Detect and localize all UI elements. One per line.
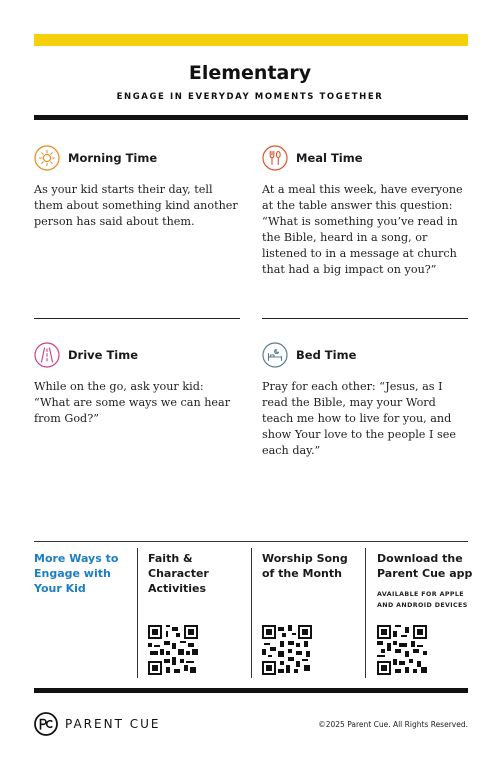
qr-code-parent-cue-app[interactable] [377,625,427,675]
section-drive-time [34,341,240,427]
section-title: Bed Time [296,348,357,362]
section-body: While on the go, ask your kid: “What are some ways we can hear from God?” [34,380,231,425]
more-ways-heading: More Ways to Engage with Your Kid [34,552,119,595]
utensils-icon [262,145,288,171]
section-title: Drive Time [68,348,139,362]
qr-code-worship-song[interactable] [262,625,312,675]
brand-name: PARENT CUE [65,717,161,731]
column-divider [137,548,138,678]
bed-icon [262,342,288,368]
qr-code-faith-activities[interactable] [148,625,198,675]
section-morning-time [34,144,240,230]
section-body: As your kid starts their day, tell them about something kind another person has said about them. [34,183,238,228]
footer-divider [34,688,468,693]
parent-cue-logo-icon [34,712,58,736]
worship-song-title: Worship Song of the Month [262,552,348,580]
section-body: At a meal this week, have everyone at the table answer this question: “What is something you’ve read in the Bible, heard in a song, or listened to in a message at church that had a big impact on you?” [262,183,463,276]
column-divider [251,548,252,678]
download-app-title: Download the Parent Cue app [377,552,473,580]
page-subtitle: ENGAGE IN EVERYDAY MOMENTS TOGETHER [116,92,384,102]
copyright-text: ©2025 Parent Cue. All Rights Reserved. [318,720,468,729]
top-accent-bar [34,34,468,46]
road-icon [34,342,60,368]
sun-icon [34,145,60,171]
section-title: Morning Time [68,151,158,165]
app-availability-note: AVAILABLE FOR APPLE AND ANDROID DEVICES [377,591,468,609]
section-title: Meal Time [296,151,363,165]
page-title: Elementary [188,62,312,84]
column-divider [365,548,366,678]
faith-activities-title: Faith & Character Activities [148,552,209,595]
section-divider [34,318,240,319]
section-divider [262,318,468,319]
section-meal-time [262,144,468,278]
header-divider [34,115,468,120]
section-body: Pray for each other: “Jesus, as I read the Bible, may your Word teach me how to live for you, and show Your love to the people I see each day.” [262,380,456,457]
links-top-divider [34,541,468,542]
section-bed-time [262,341,468,459]
